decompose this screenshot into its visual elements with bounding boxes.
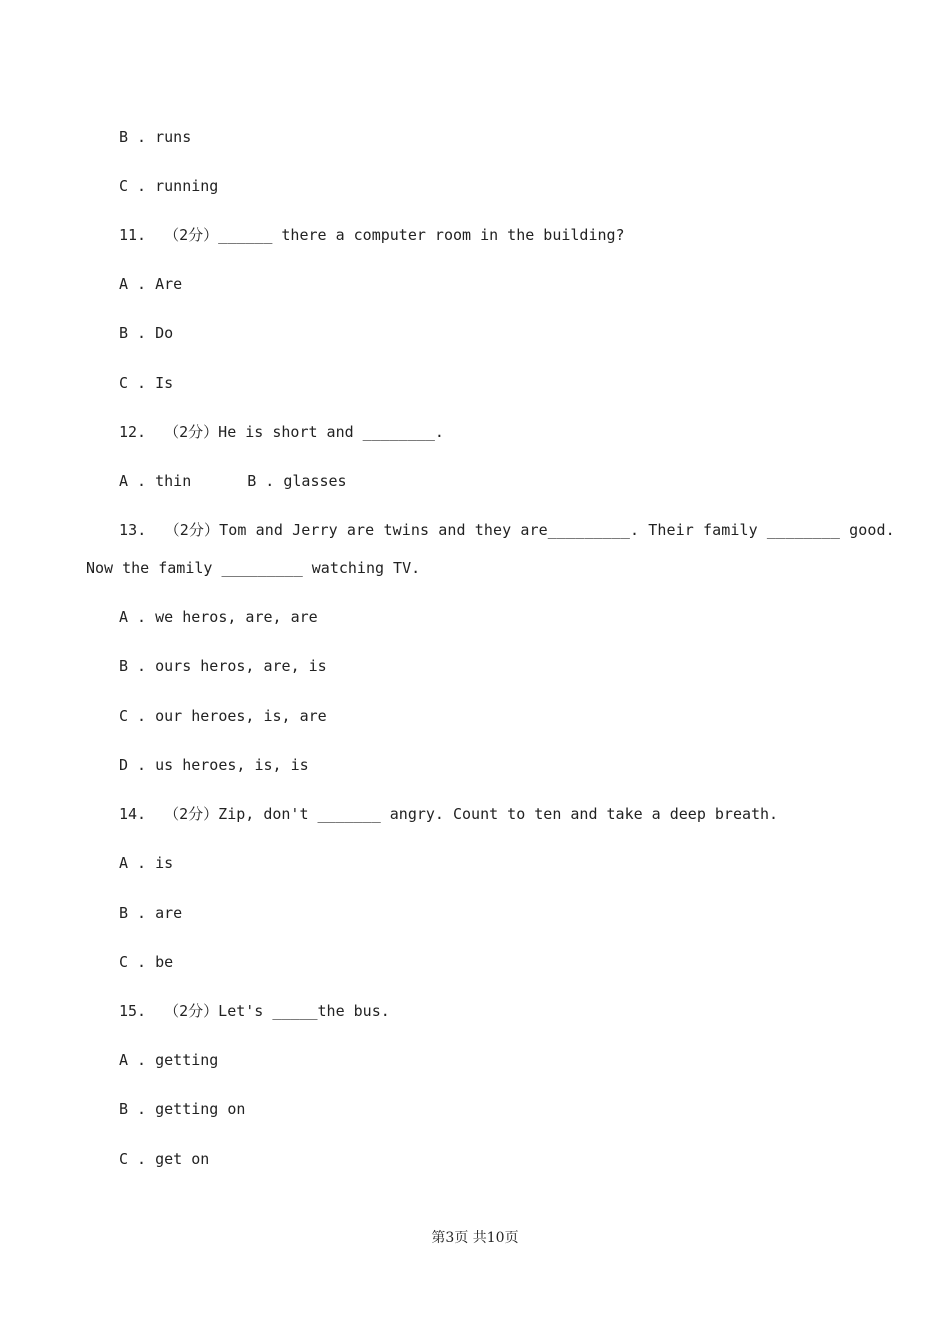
option-line: C . our heroes, is, are — [119, 707, 327, 725]
option-line: B . Do — [119, 324, 174, 342]
option-line: C . running — [119, 177, 219, 195]
question-line: 14. （2分）Zip, don't _______ angry. Count to ten and take a deep breath. — [119, 805, 779, 823]
page-footer: 第3页 共10页 — [431, 1230, 519, 1246]
question-line: 13. （2分）Tom and Jerry are twins and they are_________. Their family ________ good. — [119, 521, 895, 539]
option-line: A . is — [119, 854, 174, 872]
option-line: B . ours heros, are, is — [119, 657, 327, 675]
option-line: B . are — [119, 904, 183, 922]
option-line: D . us heroes, is, is — [119, 756, 309, 774]
option-line: C . be — [119, 953, 174, 971]
option-line: B . glasses — [247, 472, 347, 490]
option-line: A . Are — [119, 275, 183, 293]
question-line: 15. （2分）Let's _____the bus. — [119, 1002, 390, 1020]
option-line: B . runs — [119, 128, 192, 146]
option-line: B . getting on — [119, 1100, 246, 1118]
option-line: C . get on — [119, 1150, 210, 1168]
question-line: Now the family _________ watching TV. — [86, 559, 421, 577]
option-line: A . we heros, are, are — [119, 608, 318, 626]
question-line: 12. （2分）He is short and ________. — [119, 423, 444, 441]
option-row — [119, 471, 347, 491]
option-line: C . Is — [119, 374, 174, 392]
question-line: 11. （2分）______ there a computer room in the building? — [119, 226, 625, 244]
option-line: A . getting — [119, 1051, 219, 1069]
option-line: A . thin — [119, 472, 192, 490]
